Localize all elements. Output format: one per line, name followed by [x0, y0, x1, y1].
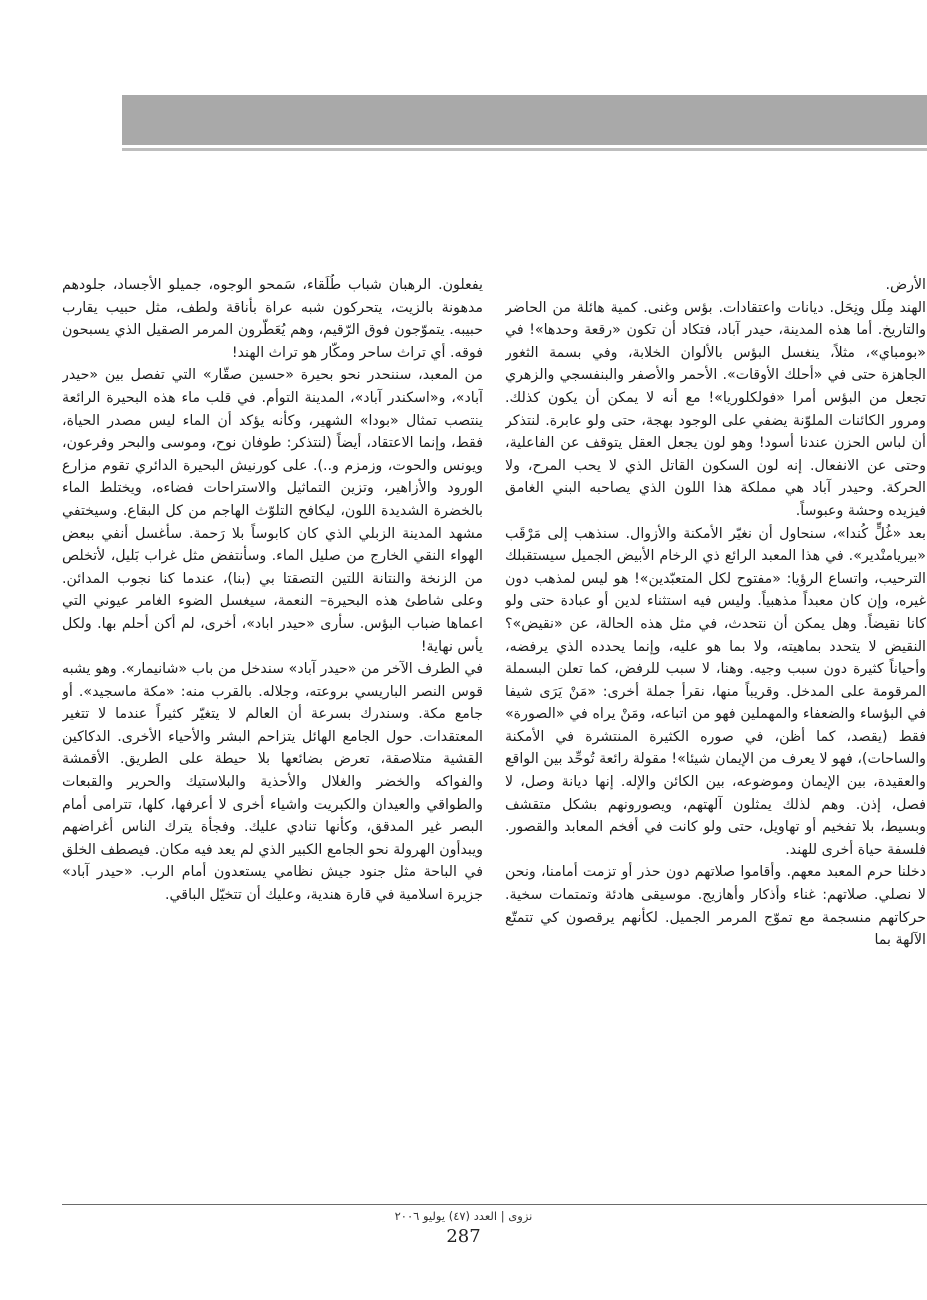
footer-separator: | — [497, 1209, 505, 1223]
paragraph: الأرض. — [885, 277, 926, 293]
page-number: 287 — [446, 1226, 481, 1247]
issue-info: العدد (٤٧) يوليو ٢٠٠٦ — [394, 1209, 498, 1223]
paragraph: في الطرف الآخر من «حيدر آباد» سندخل من باب «شانيمار». وهو يشبه قوس النصر الباريسي بروعته، وجلاله. بالقرب منه: «مكة ماسجيد». أو جامع مكة. وسندرك بسرعة أن العالم لا يتغيّر كثيراً عندما لا تتغير المعتقدات. حول الجامع الهائل يتزاحم البشر والأحياء الأخرى. الدكاكين القشية متلاصقة، تعرض بضائعها بلا حيطة على الطريق. الأقمشة والفواكه والخضر والغلال والأحذية والبلاستيك والحرير والقبعات والطواقي والعيدان والكبريت واشياء أخرى لا أعرفها، كلها، تترامى أمام البصر غير المدقق، وكأنها تنادي عليك. وفجأة يترك الناس أغراضهم ويبدأون الهرولة نحو الجامع الكبير الذي لم يعد فيه مكان. فيصطف الخلق في الباحة مثل جنود جيش نظامي يستعدون أمام الرب. «حيدر آباد» جزيرة اسلامية في قارة هندية، وعليك أن تتخيّل الباقي. — [62, 661, 483, 904]
footer-meta — [0, 1208, 927, 1224]
paragraph: يفعلون. الرهبان شباب طُلَقاء، سَمحو الوجوه، جميلو الأجساد، جلودهم مدهونة بالزيت، يتحركون شبه عراة بأناقة ولطف، مثل حبيب يقارب حبيبه. يتموّجون فوق الرّقيم، وهم يُعَطّرون المرمر الصقيل الذي يسبحون فوقه. أي تراث ساحر ومكّار هو تراث الهند! — [62, 277, 483, 361]
paragraph: بعد «غُلٍّ كُندا»، سنحاول أن نغيّر الأمكنة والأزوال. سنذهب إلى مَرْقَب «بيريامنْدير». في هذا المعبد الرائع ذي الرخام الأبيض الجميل سيستقبلك الترحيب، واتساع الرؤيا: «مفتوح لكل المتعبّدين»! هو ليس لمذهب دون غيره، وإن كان معبداً مذهبياً. وليس فيه استثناء لدين أو عبادة حتى ولو كانا نقيضاً. وهل يمكن أن نتحدث، في مثل هذه الحالة، عن «نقيض»؟ النقيض لا يتحدد بماهيته، ولا بما هو عليه، وإنما يحدده الذي يرفضه، وأحياناً كثيرة دون سبب وجيه. وهنا، لا سبب للرفض، كما تعلن البسملة المرقومة على المدخل. وقريباً منها، نقرأ جملة أخرى: «مَنْ يَرَى شيفا في البؤساء والضعفاء والمهملين فهو من اتباعه، ومَنْ يراه في «الصورة» فقط (يقصد، كما أظن، في صوره الكثيرة المنتشرة في الأمكنة والساحات)، فهو لا يعرف من الإيمان شيئا»! مقولة رائعة تُوحِّد بين الواقع والعقيدة، بين الإيمان وموضوعه، بين الكائن والإله. إنها ديانة وصل، لا فصل، إذن. وهم لذلك يمثلون آلهتهم، ويصورونهم بشكل متقشف وبسيط، بلا تفخيم أو تهاويل، حتى ولو كانت في أفخم المعابد والقصور. فلسفة حياة أخرى للهند. — [505, 525, 926, 858]
magazine-name: نزوى — [508, 1209, 533, 1223]
paragraph: الهند مِلَل ونِحَل. ديانات واعتقادات. بؤس وغنى. كمية هائلة من الحاضر والتاريخ. أما هذه المدينة، حيدر آباد، فتكاد أن تكون «رقعة وحدها»! في «بومباي»، مثلاً، ينغسل البؤس بالألوان الخلابة، وفي بسمة الثغور الجاهزة حتى في «أحلك الأوقات». الأحمر والأصفر والبنفسجي والزهري تجعل من البؤس أمرا «فولكلوريا»! مع أنه لا يمكن أن يكون كذلك. ومرور الكائنات الملوّنة يضفي على الوجود بهجة، حتى ولو عابرة. لنتذكر أن لباس الحزن عندنا أسود! وهو لون يجعل العقل يتوقف عن الفاعلية، وحتى عن الانفعال. إنه لون السكون القاتل الذي لا يحب المرح، ولا الحركة. وحيدر آباد هي مملكة هذا اللون الذي يصاحبه البني الغامق فيزيده وحشة وعبوساً. — [505, 299, 926, 519]
footer-rule — [62, 1204, 927, 1205]
text-column-right — [505, 274, 926, 1169]
paragraph: من المعبد، سننحدر نحو بحيرة «حسين صقّار» التي تفصل بين «حيدر آباد»، و«اسكندر آباد»، المدينة التوأم. في قلب ماء هذه البحيرة الرائعة ينتصب تمثال «بودا» الشهير، وكأنه يؤكد أن الماء ليس مصدر الحياة، فقط، وإنما الاعتقاد، أيضاً (لنتذكر: طوفان نوح، وموسى والبحر وفرعون، ويونس والحوت، وزمزم و..). على كورنيش البحيرة الدائري تقوم مزارع الورود والأزاهير، وتزين التماثيل والاستراحات فضاءه، ويختلط الماء بالخضرة الشديدة اللون، ليكافح التلوّث الهاجم من كل البقاع. وسيختفي مشهد المدينة الزبلي الذي كان كابوساً بلا رَحمة. سأغسل أنفي ببعض الهواء النقي الخارج من صليل الماء. وسأنتفض مثل غراب بَليل، لأتخلص من الزنخة والنتانة اللتين التصقتا بي (بنا)، عندما كنا نجوب المدائن. وعلى شاطئ هذه البحيرة– النعمة، سيغسل الضوء الغامر عيوني التي اعماها ضباب البؤس. سأرى «حيدر اباد»، أخرى، لم أكن أحلم بها. ولكل يأس نهاية! — [62, 367, 483, 655]
header-band — [122, 95, 927, 145]
paragraph: دخلنا حرم المعبد معهم. وأقاموا صلاتهم دون حذر أو تزمت أمامنا، ونحن لا نصلي. صلاتهم: غناء وأذكار وأهازيج. موسيقى هادئة وتمتمات سخية. حركاتهم منسجمة مع تموّج المرمر الجميل. لكأنهم يرقصون كي تتمتّع الآلهة بما — [505, 864, 926, 949]
text-column-left — [62, 274, 483, 1169]
header-band-rule — [122, 148, 927, 151]
